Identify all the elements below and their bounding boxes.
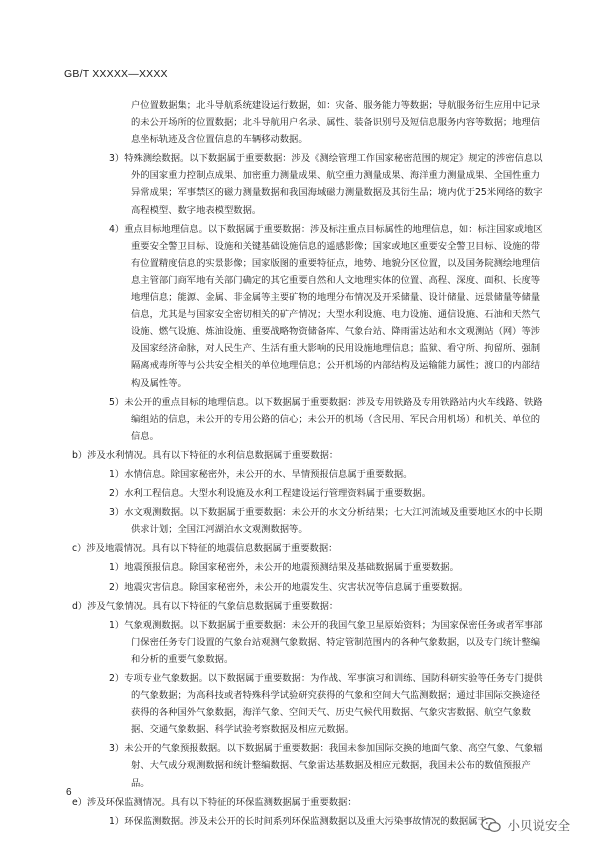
section-item: b）涉及水利情况。具有以下特征的水利信息数据属于重要数据： bbox=[72, 449, 339, 461]
numbered-item: 5）未公开的重点目标的地理信息。以下数据属于重要数据：涉及专用铁路及专用铁路站内火车线路、铁路编组站的信息，未公开的专用公路的信心；未公开的机场（含民用、军民合用机场）和机关、单位的信息。 bbox=[109, 396, 543, 442]
section-item: d）涉及气象情况。具有以下特征的气象信息数据属于重要数据： bbox=[72, 600, 339, 612]
wechat-icon bbox=[481, 817, 501, 833]
document-code-header: GB/T XXXXX—XXXX bbox=[64, 68, 168, 80]
numbered-item: 1）地震预报信息。除国家秘密外，未公开的地震预测结果及基础数据属于重要数据。 bbox=[109, 562, 459, 574]
numbered-item: 2）专项专业气象数据。以下数据属于重要数据：为作战、军事演习和训练、国防科研实验等任务专门提供的气象数据；为高科技或者特殊科学试验研究获得的气象和空间大气监测数据；通过非国际交换途径获得的各种国外气象数据，海洋气象、空间天气、历史气候代用数据、气象灾害数据、航空气象数据、交通气象数据、科学试验考察数据及相应元数据。 bbox=[109, 673, 543, 736]
numbered-item: 3）特殊测绘数据。以下数据属于重要数据：涉及《测绘管理工作国家秘密范围的规定》规定的涉密信息以外的国家重力控制点成果、加密重力测量成果、航空重力测量成果、海洋重力测量成果、全国性重力异常成果；军事禁区的磁力测量数据和我国海域磁力测量数据及其衍生品；境内优于25米网络的数字高程模型、数字地表模型数据。 bbox=[109, 153, 543, 216]
document-body bbox=[64, 97, 544, 830]
numbered-item: 3）未公开的气象预报数据。以下数据属于重要数据：我国未参加国际交换的地面气象、高空气象、气象辐射、大气成分观测数据和统计整编数据、气象雷达基数据及相应元数据，我国未公布的数值预报产品。 bbox=[109, 743, 543, 789]
numbered-item: 4）重点目标地理信息。以下数据属于重要数据：涉及标注重点目标属性的地理信息，如：标注国家或地区重要安全警卫目标、设施和关键基础设施信息的遥感影像；国家或地区重要安全警卫目标、设施的带有位置精度信息的实景影像；国家版图的重要特征点，地势、地貌分区位置，以及国务院测绘地理信息主管部门商军地有关部门确定的其它重要自然和人文地理实体的位置、高程、深度、面积、长度等地理信息；能源、金属、非金属等主要矿物的地理分布情况及开采储量、设计储量、远景储量等储量信息，尤其是与国家安全密切相关的矿产情况；大型水利设施、电力设施、通信设施、石油和天然气设施、燃气设施、炼油设施、重要战略物资储备库、气象台站、降雨雷达站和水文观测站（网）等涉及国家经济命脉，对人民生产、生活有重大影响的民用设施地理信息；监狱、看守所、拘留所、强制隔离戒毒所等与公共安全相关的单位地理信息；公开机场的内部结构及运输能力属性；渡口的内部结构及属性等。 bbox=[109, 223, 543, 389]
page-number: 6 bbox=[66, 787, 72, 798]
section-item: e）涉及环保监测情况。具有以下特征的环保监测数据属于重要数据： bbox=[72, 796, 357, 808]
numbered-item: 2）水利工程信息。大型水利设施及水利工程建设运行管理资料属于重要数据。 bbox=[109, 488, 432, 500]
numbered-item: 2）地震灾害信息。除国家秘密外，未公开的地震发生、灾害状况等信息属于重要数据。 bbox=[109, 581, 469, 593]
numbered-item: 1）水情信息。除国家秘密外，未公开的水、旱情预报信息属于重要数据。 bbox=[109, 468, 413, 480]
section-item: c）涉及地震情况。具有以下特征的地震信息数据属于重要数据： bbox=[72, 543, 338, 555]
watermark-text: 小贝说安全 bbox=[507, 818, 570, 833]
numbered-item: 1）气象观测数据。以下数据属于重要数据：未公开的我国气象卫星原始资料；为国家保密任务或者军事部门保密任务专门设置的气象台站观测气象数据、特定管制范围内的各种气象数据，以及专门统计整编和分析的重要气象数据。 bbox=[109, 619, 543, 665]
watermark bbox=[481, 816, 570, 834]
numbered-item: 1）环保监测数据。涉及未公开的长时间系列环保监测数据以及重大污染事故情况的数据属于 bbox=[109, 815, 487, 827]
numbered-item: 3）水文观测数据。以下数据属于重要数据：未公开的水文分析结果；七大江河流域及重要地区水的中长期供求计划；全国江河湖泊水文观测数据等。 bbox=[109, 507, 543, 536]
continued-paragraph: 户位置数据集；北斗导航系统建设运行数据，如：灾备、服务能力等数据；导航服务衍生应用中记录的未公开场所的位置数据；北斗导航用户名录、属性、装备识别号及短信息服务内容等数据；地理信息坐标轨迹及含位置信息的车辆移动数据。 bbox=[131, 100, 541, 146]
